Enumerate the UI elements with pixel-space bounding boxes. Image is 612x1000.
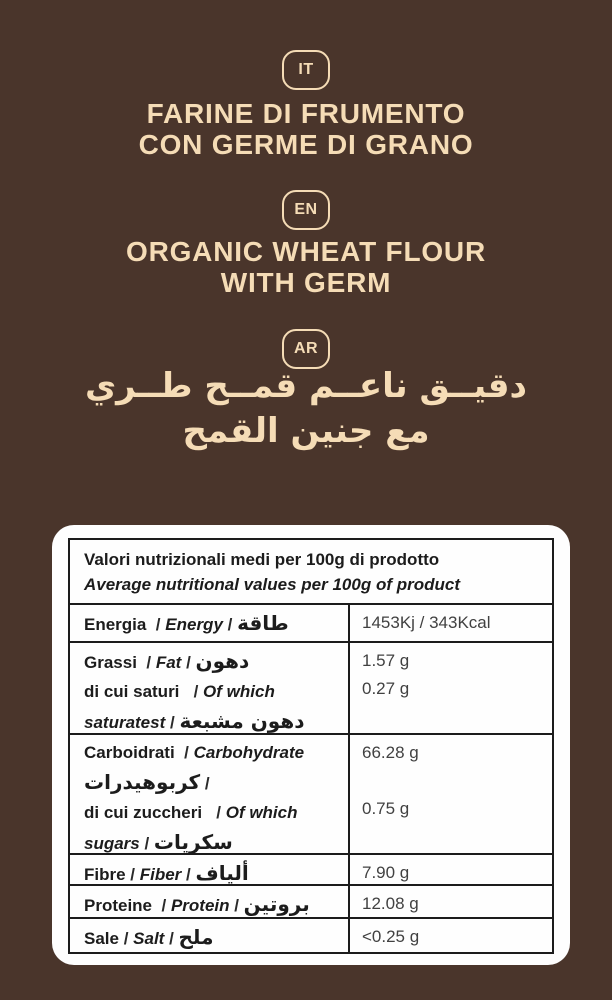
- nutrient-value-cell: [350, 886, 552, 917]
- language-badge-label: EN: [294, 201, 318, 218]
- nutrient-value: 0.27 g: [362, 679, 410, 698]
- label-segment-sep: /: [181, 653, 196, 672]
- label-segment-sep: /: [152, 896, 171, 915]
- label-segment-sep: /: [229, 896, 244, 915]
- language-badge-it: [282, 50, 330, 90]
- label-segment-it: Carboidrati: [84, 743, 175, 762]
- label-segment-en: Salt: [133, 929, 165, 948]
- label-segment-sep: /: [125, 865, 140, 884]
- nutrient-label: [70, 605, 350, 641]
- nutrient-label: [70, 855, 350, 884]
- label-segment-en: Carbohydrate: [193, 743, 305, 762]
- nutrient-value: 66.28 g: [362, 743, 419, 762]
- label-segment-sep: /: [146, 615, 166, 634]
- nutrient-value: 1.57 g: [362, 651, 410, 670]
- label-segment-sep: /: [164, 929, 179, 948]
- nutrition-table-header: [70, 540, 552, 603]
- label-segment-sep: /: [179, 682, 204, 701]
- nutrient-label-line: [84, 923, 342, 954]
- language-badge-label: IT: [298, 61, 314, 78]
- nutrient-label-line: [84, 647, 342, 678]
- label-segment-it: Fibre: [84, 865, 126, 884]
- nutrient-label: [70, 886, 350, 917]
- language-badge-label: AR: [293, 340, 319, 357]
- label-segment-ar: كربوهيدرات: [84, 770, 201, 794]
- nutrition-row-fiber: [70, 853, 552, 884]
- label-segment-sep: /: [136, 653, 156, 672]
- nutrient-label-line: [84, 768, 342, 799]
- nutrient-label-line: [84, 678, 342, 707]
- nutrient-value: 7.90 g: [362, 863, 410, 882]
- nutrient-value-cell: [350, 855, 552, 884]
- nutrition-facts-card: [52, 525, 570, 965]
- nutrition-row-fat: [70, 641, 552, 733]
- label-segment-sep: /: [118, 929, 134, 948]
- title-line: WITH GERM: [220, 267, 392, 298]
- label-segment-ar: ألياف: [195, 861, 249, 885]
- label-segment-en: Of which: [225, 803, 298, 822]
- label-segment-ar: طاقة: [237, 611, 289, 635]
- nutrient-label: [70, 919, 350, 952]
- table-header-italian: Valori nutrizionali medi per 100g di prodotto: [84, 550, 440, 569]
- nutrient-value-cell: [350, 919, 552, 952]
- label-segment-sep: /: [181, 865, 196, 884]
- label-segment-sep: /: [200, 774, 210, 793]
- nutrient-value-cell: [350, 735, 552, 853]
- nutrient-label-line: [84, 707, 342, 738]
- nutrient-label-line: [84, 890, 342, 921]
- title-line: FARINE DI FRUMENTO: [146, 98, 466, 129]
- label-segment-en: sugars: [84, 834, 140, 853]
- nutrient-label: [70, 735, 350, 853]
- label-segment-en: Protein: [170, 896, 230, 915]
- label-segment-sep: /: [174, 743, 194, 762]
- label-segment-en: Fat: [155, 653, 182, 672]
- nutrient-label: [70, 643, 350, 733]
- nutrition-table: [68, 538, 554, 954]
- product-title-italian: [0, 98, 612, 160]
- label-segment-it: Sale: [84, 929, 119, 948]
- nutrition-row-protein: [70, 884, 552, 917]
- nutrient-value-cell: [350, 643, 552, 733]
- label-segment-ar: ملح: [178, 925, 214, 949]
- label-segment-it: Grassi: [84, 653, 137, 672]
- label-segment-en: Fiber: [139, 865, 182, 884]
- label-segment-sep: /: [165, 713, 180, 732]
- label-segment-it: di cui zuccheri: [84, 803, 203, 822]
- language-badge-ar: [282, 329, 330, 369]
- label-segment-ar: دهون: [195, 649, 250, 673]
- nutrient-label-line: [84, 739, 342, 768]
- nutrient-value: 1453Kj / 343Kcal: [362, 613, 491, 632]
- label-segment-it: Energia: [84, 615, 147, 634]
- nutrition-row-carbohydrate: [70, 733, 552, 853]
- title-line: CON GERME DI GRANO: [138, 129, 474, 160]
- label-segment-sep: /: [139, 834, 154, 853]
- title-line: مع جنين القمح: [182, 411, 430, 451]
- product-title-arabic: [0, 364, 612, 454]
- title-line: دقيــق ناعــم قمــح طــري: [84, 366, 528, 406]
- label-segment-sep: /: [222, 615, 238, 634]
- nutrient-value: <0.25 g: [362, 927, 420, 946]
- nutrition-row-salt: [70, 917, 552, 952]
- nutrient-value: 0.75 g: [362, 799, 410, 818]
- label-segment-en: Of which: [203, 682, 275, 701]
- product-title-english: [0, 236, 612, 298]
- label-segment-en: saturatest: [84, 713, 166, 732]
- label-segment-sep: /: [202, 803, 226, 822]
- label-segment-it: Proteine: [84, 896, 153, 915]
- title-line: ORGANIC WHEAT FLOUR: [126, 236, 486, 267]
- label-segment-ar: بروتين: [243, 892, 310, 916]
- label-segment-ar: سكريات: [153, 830, 233, 854]
- table-header-english: Average nutritional values per 100g of product: [84, 575, 460, 594]
- nutrient-label-line: [84, 799, 342, 828]
- label-segment-it: di cui saturi: [84, 682, 180, 701]
- language-badge-en: [282, 190, 330, 230]
- label-segment-ar: دهون مشبعة: [179, 709, 305, 733]
- nutrient-value-cell: [350, 605, 552, 641]
- nutrient-label-line: [84, 609, 342, 640]
- label-segment-en: Energy: [165, 615, 223, 634]
- nutrient-value: 12.08 g: [362, 894, 419, 913]
- nutrition-row-energy: [70, 603, 552, 641]
